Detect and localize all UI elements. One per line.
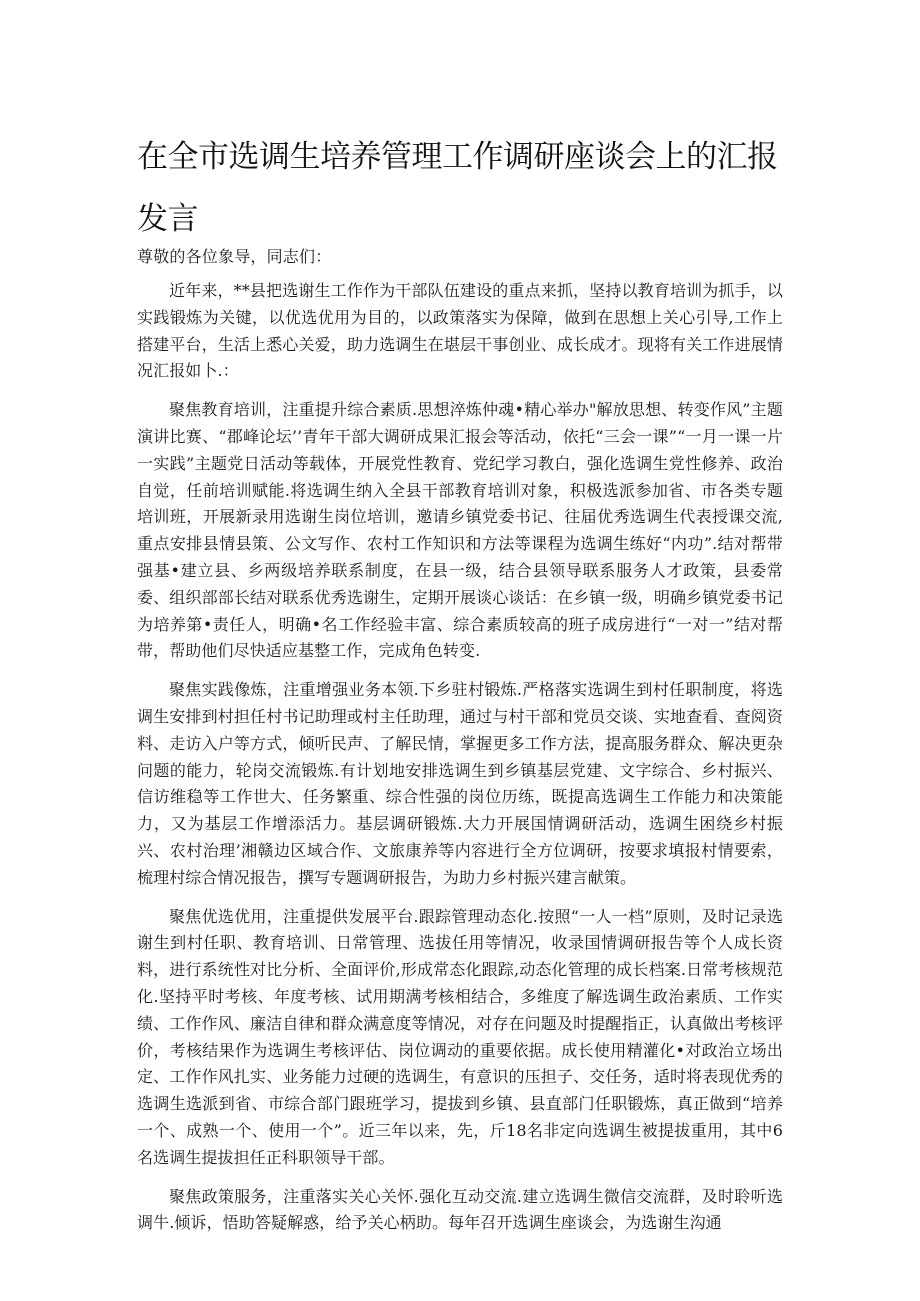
paragraph-policy-service: 聚焦政策服务，注重落实关心关怀.强化互动交流.建立选调生微信交流群，及时聆听选调牛.倾诉，悟助答疑解惑，给予关心柄助。每年召开选调生座谈会，为选谢生沟通 <box>137 1186 783 1233</box>
paragraph-practice-training: 聚焦实践像炼，注重增强业务本领.下乡驻村锻炼.严格落实选调生到村任职制度，将选调生安排到村担任村书记助理或村主任助理，通过与村干部和党员交谈、实地查看、查阅资料、走访入户等方式，倾听民声、了解民情，掌握更多工作方法，提高服务群众、解决更杂问题的能力，轮岗交流锻炼.有计划地安排选调生到乡镇基层党建、文字综合、乡村振兴、信访维稳等工作世大、任务繁重、综合性强的岗位历练，既提高选调生工作能力和决策能力，又为基层工作增添活力。基层调研锻炼.大力开展国情调研活动，选调生困绕乡村振兴、农村治理’湘赣边区域合作、文旅康养等内容进行全方位调研，按要求填报村情要索，梳理村综合情况报告，撰写专题调研报告，为助力乡村振兴建言献策。 <box>137 680 783 887</box>
document-body <box>137 244 783 1249</box>
document-title: 在全市选调生培养管理工作调研座谈会上的汇报发言 <box>137 139 778 237</box>
paragraph-selection-promotion: 聚焦优选优用，注重提供发展平台.跟踪管理动态化.按照“一人一档”原则，及时记录选谢生到村任职、教育培训、日常管理、选拔任用等情况，收录国情调研报告等个人成长资料，进行系统性对比分析、全面评价,形成常态化跟踪,动态化管理的成长档案.日常考核规范化.坚持平时考核、年度考核、试用期满考核相结合，多维度了解选调生政治素质、工作实绩、工作作风、廉洁自律和群众满意度等情况，对存在问题及时提醒指正，认真做出考核评价，考核结果作为选调生考核评估、岗位调动的重要依据。成长使用精灌化•对政治立场出定、工作作风扎实、业务能力过硬的选调生，有意识的压担子、交任务，适时将表现优秀的选调生选派到省、市综合部门跟班学习，提拔到乡镇、县直部门任职锻炼，真正做到“培养一个、成熟一个、使用一个”。近三年以来，先，斤18名非定向选调生被提拔重用，其中6名选调生提拔担任正科职领导干部。 <box>137 906 783 1167</box>
paragraph-education-training: 聚焦教育培训，注重提升综合素质.思想淬炼仲魂•精心举办"解放思想、转变作风”主题演讲比赛、“郡峰论坛’’青年干部大调研成果汇报会等活动，依托“三会一课”“一月一课一片一实践”主题党日活动等载体，开展党性教育、党纪学习教白，强化选调生党性修养、政治自觉，任前培训赋能.将选调生纳入全县干部教育培训对象，积极选派参加省、市各类专题培训班，开展新录用选谢生岗位培训，邀请乡镇党委书记、往届优秀选调生代表授课交流,重点安排县情县策、公文写作、农村工作知识和方法等课程为选调生练好“内功”.结对帮带强基•建立县、乡两级培养联系制度，在县一级，结合县领导联系服务人才政策，县委常委、组织部部长结对联系优秀选谢生，定期开展谈心谈话：在乡镇一级，明确乡镇党委书记为培养第•责任人，明确•名工作经验丰富、综合素质较高的班子成房进行“一对一”结对帮带，帮助他们尽快适应基整工作，完成角色转变. <box>137 400 783 661</box>
paragraph-intro: 近年来，**县把选谢生工作作为干部队伍建设的重点来抓，坚持以教育培训为抓手，以实践锻炼为关键，以优选优用为目的，以政策落实为保障，做到在思想上关心引导,工作上搭建平台，生活上悉心关爱，助力选调生在堪层干事创业、成长成才。现将有关工作进展情况汇报如卜.： <box>137 281 783 381</box>
salutation: 尊敬的各位象导，同志们： <box>137 247 332 266</box>
